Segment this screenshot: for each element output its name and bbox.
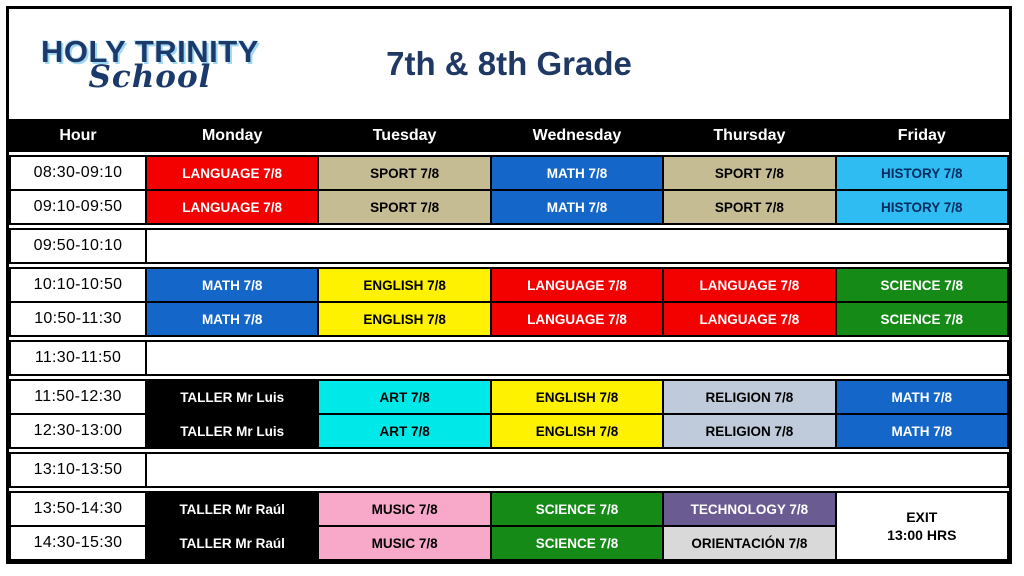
subject-cell: LANGUAGE 7/8: [664, 303, 834, 335]
subject-cell: LANGUAGE 7/8: [664, 269, 834, 301]
subject-cell: SCIENCE 7/8: [492, 527, 662, 559]
time-cell: 10:10-10:50: [11, 269, 145, 301]
time-cell: 08:30-09:10: [11, 157, 145, 189]
class-row-group: [9, 155, 1009, 225]
time-cell: 13:50-14:30: [11, 493, 145, 525]
class-row-group: [9, 491, 1009, 561]
subject-cell: RELIGION 7/8: [664, 381, 834, 413]
page-title: 7th & 8th Grade: [386, 45, 632, 82]
time-cell: 11:30-11:50: [11, 342, 145, 374]
exit-cell: [837, 493, 1007, 559]
subject-cell: HISTORY 7/8: [837, 157, 1007, 189]
subject-cell: LANGUAGE 7/8: [147, 191, 317, 223]
subject-cell: MATH 7/8: [492, 191, 662, 223]
time-cell: 09:10-09:50: [11, 191, 145, 223]
subject-cell: HISTORY 7/8: [837, 191, 1007, 223]
school-logo: [41, 33, 259, 95]
subject-cell: TALLER Mr Raúl: [147, 527, 317, 559]
time-cell: 12:30-13:00: [11, 415, 145, 447]
subject-cell: ENGLISH 7/8: [492, 415, 662, 447]
column-header-tuesday: Tuesday: [319, 121, 489, 150]
subject-cell: RELIGION 7/8: [664, 415, 834, 447]
time-cell: 10:50-11:30: [11, 303, 145, 335]
time-cell: 09:50-10:10: [11, 230, 145, 262]
subject-cell: TALLER Mr Raúl: [147, 493, 317, 525]
time-cell: 11:50-12:30: [11, 381, 145, 413]
subject-cell: MATH 7/8: [147, 303, 317, 335]
subject-cell: TALLER Mr Luis: [147, 415, 317, 447]
subject-cell: SPORT 7/8: [319, 157, 489, 189]
break-row-group: [9, 340, 1009, 376]
subject-cell: MATH 7/8: [837, 381, 1007, 413]
subject-cell: MUSIC 7/8: [319, 493, 489, 525]
break-cell: [147, 230, 1007, 262]
subject-cell: SCIENCE 7/8: [837, 269, 1007, 301]
exit-cell-line: 13:00 HRS: [887, 527, 957, 543]
subject-cell: MATH 7/8: [492, 157, 662, 189]
subject-cell: LANGUAGE 7/8: [147, 157, 317, 189]
page-header: [9, 9, 1009, 119]
subject-cell: ART 7/8: [319, 415, 489, 447]
subject-cell: MATH 7/8: [837, 415, 1007, 447]
logo-text-main: HOLY TRINITY: [41, 33, 259, 69]
break-cell: [147, 342, 1007, 374]
column-header-hour: Hour: [11, 121, 145, 150]
subject-cell: MATH 7/8: [147, 269, 317, 301]
column-header-wednesday: Wednesday: [492, 121, 662, 150]
subject-cell: LANGUAGE 7/8: [492, 269, 662, 301]
subject-cell: ORIENTACIÓN 7/8: [664, 527, 834, 559]
column-header-thursday: Thursday: [664, 121, 834, 150]
subject-cell: TALLER Mr Luis: [147, 381, 317, 413]
break-row-group: [9, 228, 1009, 264]
exit-cell-line: EXIT: [906, 508, 938, 525]
break-cell: [147, 454, 1007, 486]
break-row-group: [9, 452, 1009, 488]
subject-cell: TECHNOLOGY 7/8: [664, 493, 834, 525]
column-header-friday: Friday: [837, 121, 1007, 150]
logo-text-script: School: [88, 58, 212, 95]
subject-cell: ART 7/8: [319, 381, 489, 413]
time-cell: 13:10-13:50: [11, 454, 145, 486]
subject-cell: ENGLISH 7/8: [319, 303, 489, 335]
time-cell: 14:30-15:30: [11, 527, 145, 559]
class-row-group: [9, 379, 1009, 449]
subject-cell: MUSIC 7/8: [319, 527, 489, 559]
subject-cell: LANGUAGE 7/8: [492, 303, 662, 335]
column-header-bar: [9, 119, 1009, 152]
subject-cell: SPORT 7/8: [664, 157, 834, 189]
subject-cell: ENGLISH 7/8: [319, 269, 489, 301]
subject-cell: SPORT 7/8: [664, 191, 834, 223]
timetable: [9, 119, 1009, 561]
subject-cell: SCIENCE 7/8: [837, 303, 1007, 335]
class-row-group: [9, 267, 1009, 337]
subject-cell: SPORT 7/8: [319, 191, 489, 223]
subject-cell: SCIENCE 7/8: [492, 493, 662, 525]
subject-cell: ENGLISH 7/8: [492, 381, 662, 413]
page-frame: [6, 6, 1012, 564]
column-header-monday: Monday: [147, 121, 317, 150]
